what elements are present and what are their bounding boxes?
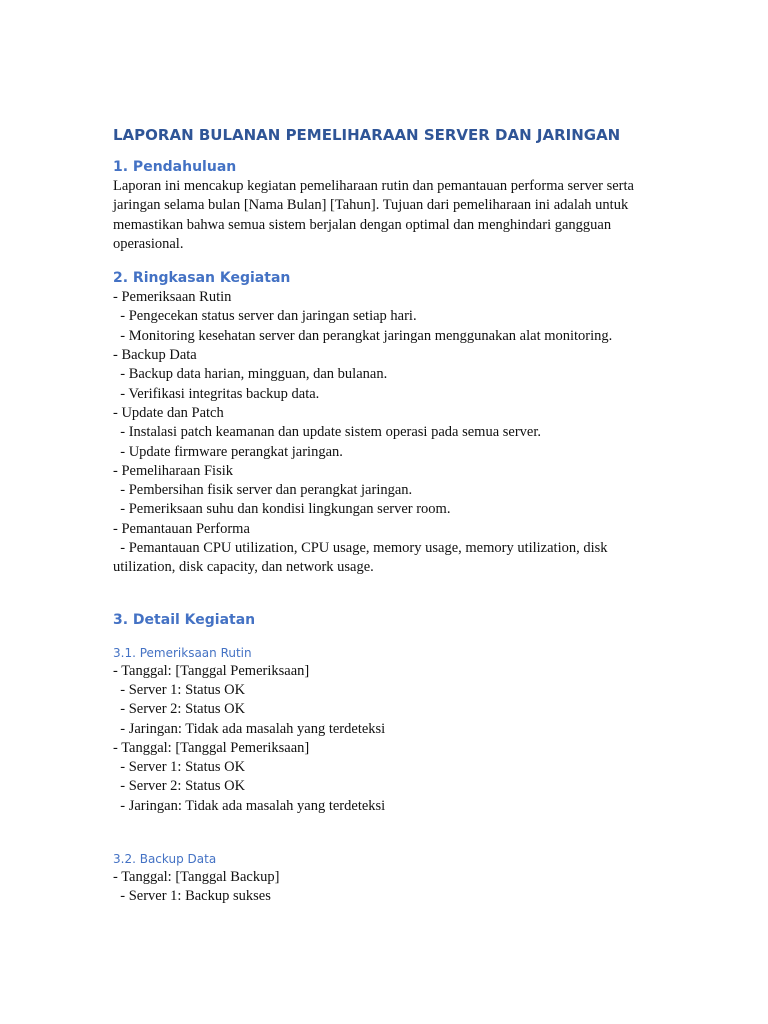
document-page	[113, 118, 673, 907]
list-item: - Pengecekan status server dan jaringan setiap hari.	[113, 308, 417, 325]
list-item: - Verifikasi integritas backup data.	[113, 385, 320, 402]
section-heading-pendahuluan: 1. Pendahuluan	[113, 159, 237, 175]
list-item: - Update dan Patch	[113, 404, 224, 421]
ringkasan-list	[113, 288, 673, 577]
section-paragraph-pendahuluan: Laporan ini mencakup kegiatan pemeliharaan rutin dan pemantauan performa server serta jaringan selama bulan [Nama Bulan] [Tahun]. Tujuan dari pemeliharaan ini adalah untuk memastikan bahwa semua sistem berjalan dengan optimal dan menghindari gangguan operasional.	[113, 178, 634, 252]
list-item: - Backup data harian, mingguan, dan bulanan.	[113, 366, 388, 383]
list-item: - Server 2: Status OK	[113, 701, 246, 718]
list-item: - Pemantauan CPU utilization, CPU usage, memory usage, memory utilization, disk utilization, disk capacity, dan network usage.	[113, 540, 612, 576]
list-item: - Jaringan: Tidak ada masalah yang terdeteksi	[113, 797, 386, 814]
list-item: - Server 2: Status OK	[113, 778, 246, 795]
list-item: - Backup Data	[113, 347, 197, 364]
list-item: - Server 1: Backup sukses	[113, 888, 271, 905]
section-heading-ringkasan: 2. Ringkasan Kegiatan	[113, 270, 291, 287]
subsection-heading-backup-data: 3.2. Backup Data	[113, 852, 217, 867]
subsection-heading-pemeriksaan-rutin: 3.1. Pemeriksaan Rutin	[113, 645, 252, 660]
list-item: - Instalasi patch keamanan dan update sistem operasi pada semua server.	[113, 424, 541, 441]
list-item: - Pemeliharaan Fisik	[113, 462, 234, 479]
document-title: LAPORAN BULANAN PEMELIHARAAN SERVER DAN JARINGAN	[113, 126, 621, 144]
list-item: - Pembersihan fisik server dan perangkat jaringan.	[113, 482, 413, 499]
list-item: - Pemantauan Performa	[113, 520, 250, 537]
pemeriksaan-rutin-list	[113, 662, 673, 816]
list-item: - Tanggal: [Tanggal Pemeriksaan]	[113, 739, 310, 756]
section-heading-detail: 3. Detail Kegiatan	[113, 611, 256, 628]
list-item: - Tanggal: [Tanggal Backup]	[113, 869, 280, 886]
list-item: - Jaringan: Tidak ada masalah yang terdeteksi	[113, 720, 386, 737]
list-item: - Server 1: Status OK	[113, 681, 246, 698]
list-item: - Monitoring kesehatan server dan perangkat jaringan menggunakan alat monitoring.	[113, 327, 613, 344]
list-item: - Pemeriksaan Rutin	[113, 289, 232, 306]
list-item: - Update firmware perangkat jaringan.	[113, 443, 343, 460]
backup-data-list	[113, 868, 673, 907]
list-item: - Tanggal: [Tanggal Pemeriksaan]	[113, 662, 310, 679]
list-item: - Pemeriksaan suhu dan kondisi lingkungan server room.	[113, 501, 451, 518]
list-item: - Server 1: Status OK	[113, 759, 246, 776]
